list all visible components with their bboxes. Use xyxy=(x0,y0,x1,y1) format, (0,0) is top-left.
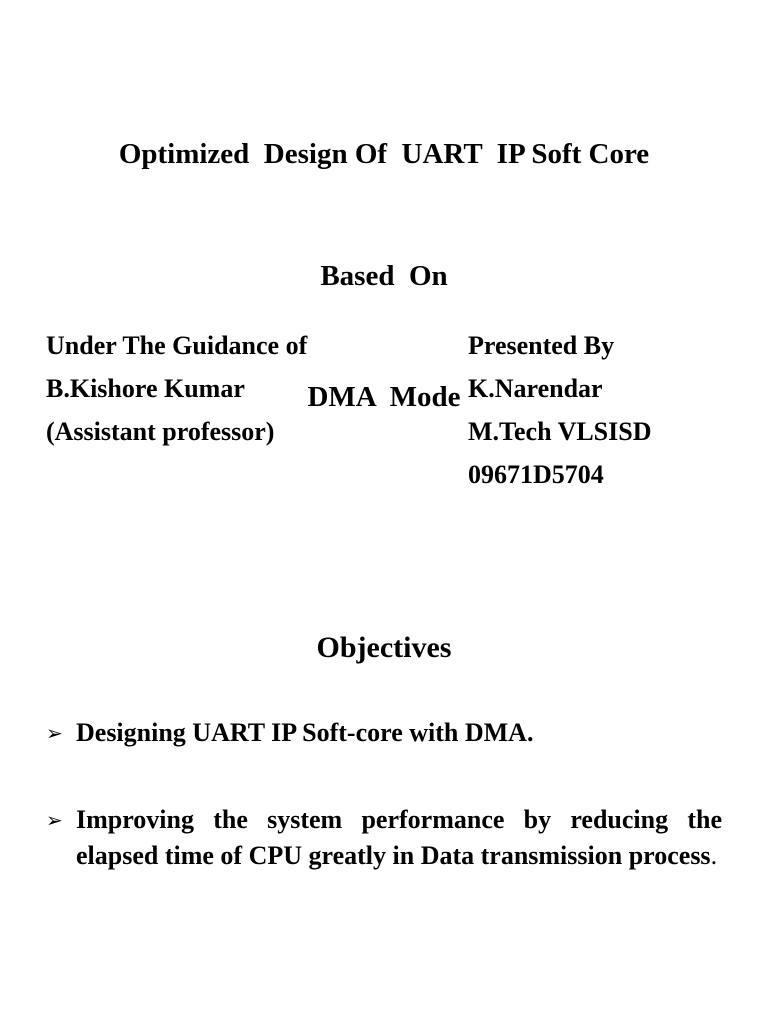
objective-text: Designing UART IP Soft-core with DMA. xyxy=(76,718,534,747)
title-line-3: DMA Mode xyxy=(307,381,461,413)
presenter-roll-number: 09671D5704 xyxy=(468,460,604,489)
objective-text xyxy=(76,802,722,874)
guidance-block xyxy=(46,324,307,453)
presenter-heading: Presented By xyxy=(468,331,615,360)
guidance-heading: Under The Guidance of xyxy=(46,331,308,360)
guide-designation: (Assistant professor) xyxy=(46,417,275,446)
arrowhead-bullet-icon: ➢ xyxy=(46,808,63,832)
guide-name: B.Kishore Kumar xyxy=(46,374,245,403)
objective-text-period: . xyxy=(710,841,718,870)
objective-text-body: Improving the system performance by reducing the elapsed time of CPU greatly in Data transmission process xyxy=(76,805,722,870)
objective-item xyxy=(46,802,722,874)
presenter-name: K.Narendar xyxy=(468,374,603,403)
objectives-heading: Objectives xyxy=(316,631,452,664)
title-line-1: Optimized Design Of UART IP Soft Core xyxy=(118,138,650,170)
objective-item xyxy=(46,715,722,751)
title-line-2: Based On xyxy=(320,259,448,292)
arrowhead-bullet-icon: ➢ xyxy=(46,721,63,745)
presenter-block xyxy=(468,324,652,496)
presenter-course: M.Tech VLSISD xyxy=(468,417,652,446)
